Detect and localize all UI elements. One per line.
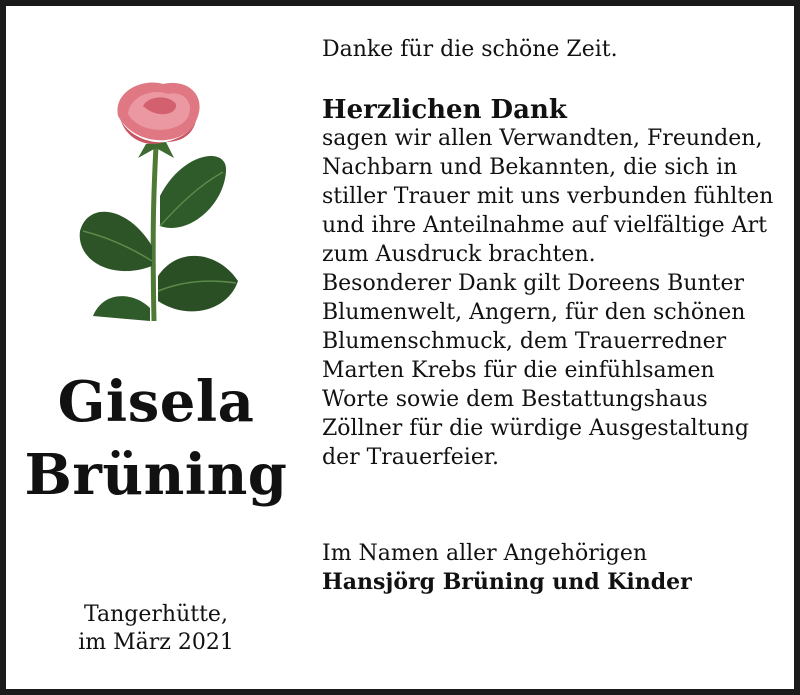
motto-text: Danke für die schöne Zeit.	[322, 37, 618, 62]
body-line: und ihre Anteilnahme auf vielfältige Art	[322, 213, 767, 238]
date-line: im März 2021	[78, 630, 234, 655]
body-line: Blumenwelt, Angern, für den schönen	[322, 300, 746, 325]
body-line: Zöllner für die würdige Ausgestaltung	[322, 416, 749, 441]
signoff-names: Hansjörg Brüning und Kinder	[322, 569, 692, 595]
body-line: stiller Trauer mit uns verbunden fühlten	[322, 184, 774, 209]
deceased-last-name: Brüning	[24, 442, 288, 508]
right-column	[318, 6, 788, 689]
body-line: zum Ausdruck brachten.	[322, 242, 596, 267]
place-line: Tangerhütte,	[84, 602, 228, 627]
signoff	[322, 539, 692, 597]
body-line: Marten Krebs für die einfühlsamen	[322, 358, 715, 383]
body-line: Blumenschmuck, dem Trauerredner	[322, 329, 727, 354]
body-line: Worte sowie dem Bestattungshaus	[322, 387, 708, 412]
left-column	[6, 6, 306, 689]
thanks-heading: Herzlichen Dank	[322, 95, 567, 125]
body-line: sagen wir allen Verwandten, Freunden,	[322, 126, 763, 151]
body-line: Besonderer Dank gilt Doreens Bunter	[322, 271, 745, 296]
body-line: der Trauerfeier.	[322, 445, 499, 470]
signoff-line: Im Namen aller Angehörigen	[322, 541, 648, 566]
deceased-first-name: Gisela	[57, 369, 255, 435]
thanks-body	[322, 124, 792, 472]
body-line: Nachbarn und Bekannten, die sich in	[322, 155, 738, 180]
rose-icon	[68, 76, 248, 326]
